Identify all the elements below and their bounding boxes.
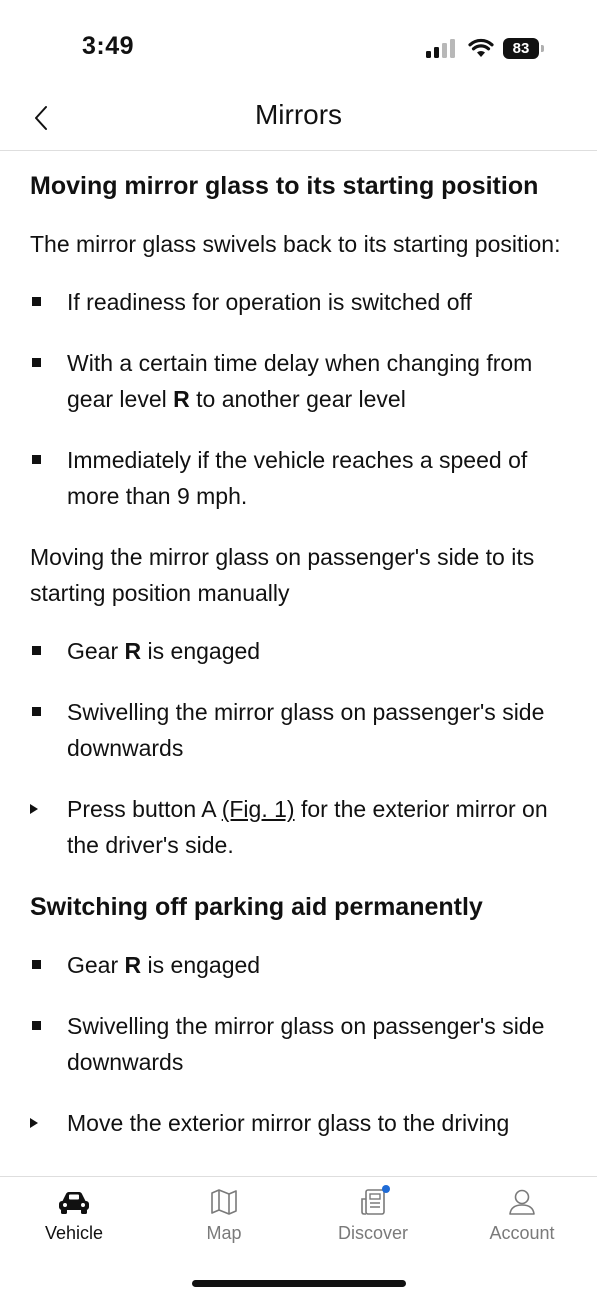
figure-link[interactable]: (Fig. 1): [221, 796, 295, 822]
notification-dot: [382, 1185, 390, 1193]
status-time: 3:49: [82, 32, 135, 60]
tab-vehicle[interactable]: [14, 1187, 134, 1259]
square-bullet-icon: [32, 358, 41, 367]
square-bullet-icon: [32, 646, 41, 655]
content-scroll-area[interactable]: [0, 150, 597, 1175]
square-bullet-icon: [32, 1021, 41, 1030]
nav-bar: [0, 90, 597, 151]
tab-map[interactable]: [164, 1187, 284, 1259]
page-title: Mirrors: [254, 99, 343, 130]
square-bullet-icon: [32, 707, 41, 716]
tab-bar: [0, 1176, 597, 1267]
section-heading-starting-position: Moving mirror glass to its starting position: [30, 172, 539, 200]
action-step: Move the exterior mirror glass to the driving: [30, 1105, 567, 1141]
square-bullet-icon: [32, 297, 41, 306]
manual-intro: Moving the mirror glass on passenger's side to its starting position manually: [30, 544, 535, 606]
home-indicator: [192, 1280, 406, 1287]
list-item: Gear R is engaged: [30, 633, 567, 669]
list-item: If readiness for operation is switched off: [30, 284, 567, 320]
list-item: Swivelling the mirror glass on passenger's side downwards: [30, 694, 567, 766]
arrow-bullet-icon: [30, 804, 38, 814]
square-bullet-icon: [32, 960, 41, 969]
tab-label: Discover: [337, 1223, 408, 1243]
manual-conditions-list: [30, 633, 567, 863]
status-bar: [0, 0, 597, 90]
battery-tip: [541, 45, 544, 52]
tab-label: Map: [206, 1223, 242, 1243]
list-item: With a certain time delay when changing from gear level R to another gear level: [30, 345, 567, 417]
tab-label: Vehicle: [44, 1223, 104, 1243]
tab-account[interactable]: [462, 1187, 582, 1259]
map-icon: [209, 1187, 239, 1217]
wifi-icon: [468, 36, 494, 58]
list-item: Swivelling the mirror glass on passenger's side downwards: [30, 1008, 567, 1080]
battery-level: 83: [503, 38, 539, 59]
arrow-bullet-icon: [30, 1118, 38, 1128]
square-bullet-icon: [32, 455, 41, 464]
action-step: Press button A (Fig. 1) for the exterior mirror on the driver's side.: [30, 791, 567, 863]
cellular-signal-icon: [426, 38, 458, 58]
section-heading-parking-aid: Switching off parking aid permanently: [30, 893, 483, 921]
user-icon: [507, 1187, 537, 1217]
tab-label: Account: [489, 1223, 555, 1243]
list-item: Gear R is engaged: [30, 947, 567, 983]
starting-position-list: [30, 284, 567, 514]
parking-aid-list: [30, 947, 567, 1141]
section-intro: The mirror glass swivels back to its starting position:: [30, 231, 561, 257]
list-item: Immediately if the vehicle reaches a speed of more than 9 mph.: [30, 442, 567, 514]
car-icon: [57, 1187, 91, 1217]
battery-indicator: [503, 38, 545, 59]
tab-discover[interactable]: [313, 1187, 433, 1259]
